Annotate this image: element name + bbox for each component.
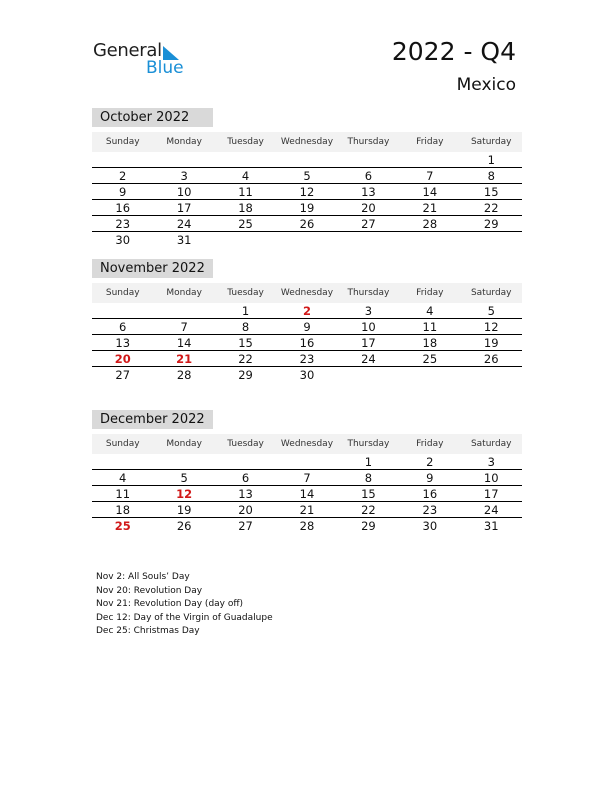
- day-cell: 29: [483, 217, 499, 231]
- day-cell: 18: [115, 503, 131, 517]
- day-cell: 3: [487, 455, 495, 469]
- day-cell: [276, 152, 337, 167]
- weekday-header: Monday: [166, 137, 202, 147]
- day-cell: 13: [361, 185, 376, 199]
- day-cell: 15: [238, 336, 253, 350]
- week-row: [92, 319, 522, 335]
- week-row: [92, 232, 522, 248]
- day-cell: 28: [176, 368, 192, 382]
- weekday-header: Wednesday: [280, 137, 334, 147]
- day-cell: 13: [115, 336, 131, 350]
- weekday-header: Saturday: [470, 439, 512, 449]
- weekday-header: Tuesday: [227, 137, 264, 147]
- day-cell: 27: [361, 217, 376, 231]
- month-block: [92, 259, 522, 383]
- day-cell: [276, 454, 337, 469]
- day-cell: 9: [119, 185, 127, 199]
- day-cell: 22: [238, 352, 253, 366]
- holiday-day-cell: 12: [176, 487, 193, 501]
- logo-blue-text: Blue: [146, 58, 184, 78]
- holiday-note: Nov 20: Revolution Day: [96, 585, 203, 596]
- day-cell: 16: [115, 201, 131, 215]
- day-cell: 12: [299, 185, 315, 199]
- day-cell: 8: [487, 169, 495, 183]
- day-cell: 18: [422, 336, 438, 350]
- month-block: [92, 410, 522, 534]
- day-cell: 9: [303, 320, 311, 334]
- day-cell: 29: [361, 519, 376, 533]
- day-cell: 25: [422, 352, 438, 366]
- day-cell: 4: [241, 169, 250, 183]
- day-cell: [215, 152, 276, 167]
- day-cell: 15: [483, 185, 499, 199]
- day-cell: 10: [483, 471, 499, 485]
- weekday-header: Sunday: [105, 137, 140, 147]
- week-row: [92, 168, 522, 184]
- week-row: [92, 470, 522, 486]
- day-cell: 16: [299, 336, 315, 350]
- day-cell: 26: [176, 519, 192, 533]
- day-cell: 14: [299, 487, 315, 501]
- day-cell: 30: [115, 233, 131, 247]
- month-label: December 2022: [92, 410, 213, 429]
- weekday-header: Friday: [416, 137, 444, 147]
- day-cell: 2: [426, 455, 434, 469]
- weekday-header: Wednesday: [280, 288, 334, 298]
- week-row: [92, 303, 522, 319]
- day-cell: 17: [176, 201, 192, 215]
- day-cell: [338, 367, 399, 383]
- weekday-header: Thursday: [347, 288, 390, 298]
- logo-general-text: General: [93, 40, 162, 61]
- day-cell: [92, 454, 153, 469]
- day-cell: 6: [241, 471, 250, 485]
- weekday-header-row: [92, 283, 522, 303]
- month-label: October 2022: [92, 108, 213, 127]
- holiday-day-cell: 25: [114, 519, 131, 533]
- holiday-note: Dec 12: Day of the Virgin of Guadalupe: [96, 612, 273, 623]
- day-cell: 25: [238, 217, 253, 231]
- day-cell: [215, 454, 276, 469]
- day-cell: 22: [361, 503, 376, 517]
- holiday-day-cell: 20: [114, 352, 131, 366]
- week-row: [92, 502, 522, 518]
- day-cell: 20: [238, 503, 253, 517]
- weekday-header: Friday: [416, 439, 444, 449]
- day-cell: 12: [483, 320, 499, 334]
- weekday-header: Wednesday: [280, 439, 334, 449]
- day-cell: 24: [176, 217, 192, 231]
- weekday-header: Sunday: [105, 439, 140, 449]
- day-cell: 31: [483, 519, 499, 533]
- day-cell: 15: [361, 487, 376, 501]
- day-cell: 27: [238, 519, 253, 533]
- day-cell: [276, 232, 337, 248]
- weekday-header: Tuesday: [227, 288, 264, 298]
- country-label: Mexico: [456, 75, 516, 95]
- day-cell: [461, 367, 522, 383]
- holiday-notes: [96, 571, 273, 639]
- day-cell: 7: [426, 169, 434, 183]
- day-cell: 10: [176, 185, 192, 199]
- day-cell: 23: [115, 217, 131, 231]
- day-cell: 16: [422, 487, 438, 501]
- day-cell: 8: [364, 471, 373, 485]
- day-cell: [399, 152, 460, 167]
- day-cell: 7: [180, 320, 188, 334]
- day-cell: 24: [483, 503, 499, 517]
- day-cell: 30: [299, 368, 315, 382]
- week-row: [92, 351, 522, 367]
- week-row: [92, 200, 522, 216]
- weekday-header: Saturday: [470, 288, 512, 298]
- logo: [93, 40, 203, 80]
- day-cell: 11: [238, 185, 253, 199]
- day-cell: 27: [115, 368, 131, 382]
- day-cell: 17: [483, 487, 499, 501]
- day-cell: 18: [238, 201, 253, 215]
- day-cell: [153, 454, 214, 469]
- day-cell: [153, 303, 214, 318]
- weekday-header-row: [92, 434, 522, 454]
- week-row: [92, 454, 522, 470]
- day-cell: 23: [422, 503, 438, 517]
- day-cell: 19: [299, 201, 315, 215]
- day-cell: 23: [299, 352, 315, 366]
- week-row: [92, 367, 522, 383]
- weekday-header: Thursday: [347, 137, 390, 147]
- day-cell: 6: [119, 320, 127, 334]
- day-cell: 1: [364, 455, 373, 469]
- day-cell: 14: [422, 185, 438, 199]
- weekday-header: Tuesday: [227, 439, 264, 449]
- day-cell: 21: [299, 503, 315, 517]
- day-cell: 19: [176, 503, 192, 517]
- page-title: 2022 - Q4: [391, 37, 516, 66]
- day-cell: 24: [361, 352, 376, 366]
- day-cell: 4: [426, 304, 434, 318]
- day-cell: 20: [361, 201, 376, 215]
- weekday-header: Saturday: [470, 137, 512, 147]
- day-cell: 3: [364, 304, 373, 318]
- weekday-header-row: [92, 132, 522, 152]
- holiday-day-cell: 2: [302, 304, 311, 318]
- day-cell: [399, 232, 460, 248]
- day-cell: 31: [176, 233, 192, 247]
- day-cell: [461, 232, 522, 248]
- holiday-note: Nov 2: All Souls’ Day: [96, 572, 190, 582]
- day-cell: 11: [422, 320, 438, 334]
- day-cell: 1: [487, 153, 495, 167]
- day-cell: 10: [361, 320, 376, 334]
- day-cell: [153, 152, 214, 167]
- week-row: [92, 152, 522, 168]
- day-cell: 11: [115, 487, 131, 501]
- day-cell: 5: [180, 471, 188, 485]
- day-cell: 9: [426, 471, 434, 485]
- weekday-header: Monday: [166, 439, 202, 449]
- day-cell: [215, 232, 276, 248]
- day-cell: 30: [422, 519, 438, 533]
- day-cell: 22: [483, 201, 499, 215]
- week-row: [92, 518, 522, 534]
- holiday-day-cell: 21: [176, 352, 193, 366]
- day-cell: 14: [176, 336, 192, 350]
- holiday-note: Dec 25: Christmas Day: [96, 626, 200, 637]
- week-row: [92, 486, 522, 502]
- day-cell: 7: [303, 471, 311, 485]
- weekday-header: Thursday: [347, 439, 390, 449]
- day-cell: [338, 152, 399, 167]
- week-row: [92, 216, 522, 232]
- day-cell: 1: [241, 304, 250, 318]
- day-cell: 4: [119, 471, 127, 485]
- day-cell: 6: [364, 169, 373, 183]
- day-cell: 19: [483, 336, 499, 350]
- day-cell: 5: [487, 304, 495, 318]
- day-cell: 2: [119, 169, 127, 183]
- day-cell: 13: [238, 487, 253, 501]
- day-cell: 17: [361, 336, 376, 350]
- weekday-header: Friday: [416, 288, 444, 298]
- day-cell: 5: [303, 169, 311, 183]
- day-cell: 3: [180, 169, 188, 183]
- day-cell: 29: [238, 368, 253, 382]
- day-cell: 8: [241, 320, 250, 334]
- month-label: November 2022: [92, 259, 213, 278]
- weekday-header: Monday: [166, 288, 202, 298]
- day-cell: 28: [422, 217, 438, 231]
- day-cell: [92, 152, 153, 167]
- day-cell: [399, 367, 460, 383]
- day-cell: [92, 303, 153, 318]
- weekday-header: Sunday: [105, 288, 140, 298]
- day-cell: 26: [299, 217, 315, 231]
- week-row: [92, 184, 522, 200]
- month-block: [92, 108, 522, 248]
- day-cell: 21: [422, 201, 438, 215]
- day-cell: 26: [483, 352, 499, 366]
- week-row: [92, 335, 522, 351]
- holiday-note: Nov 21: Revolution Day (day off): [96, 599, 244, 610]
- day-cell: 28: [299, 519, 315, 533]
- day-cell: [338, 232, 399, 248]
